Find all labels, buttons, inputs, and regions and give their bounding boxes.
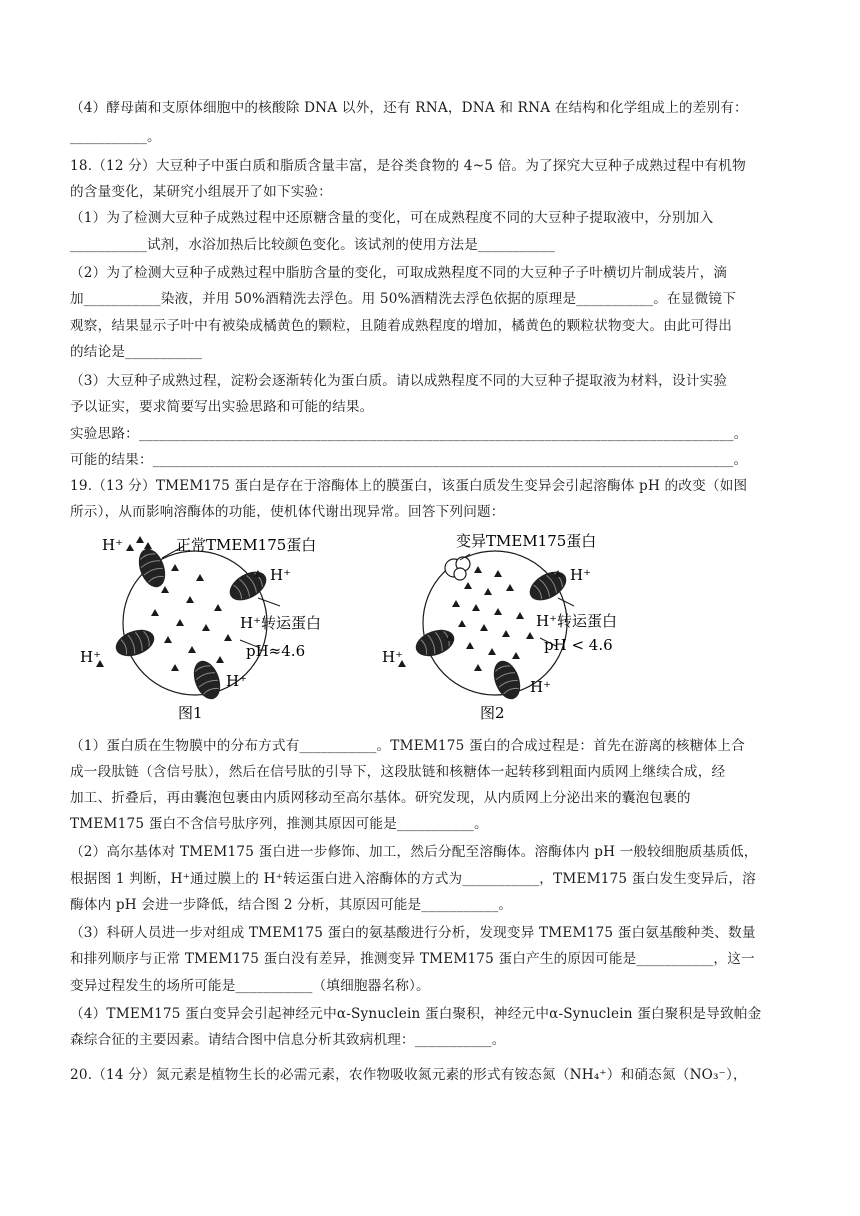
text-line: （4）TMEM175 蛋白变异会引起神经元中α-Synuclein 蛋白聚积，神经元中α-Synuclein 蛋白聚积是导致帕金	[70, 1006, 762, 1022]
text-line: 变异过程发生的场所可能是___________（填细胞器名称）。	[70, 978, 430, 994]
answer-line-idea: 实验思路：_____________________________________________________________________________________。	[70, 426, 748, 442]
question-19-heading: 19.（13 分）TMEM175 蛋白是存在于溶酶体上的膜蛋白，该蛋白质发生变异会引起溶酶体 pH 的改变（如图	[70, 478, 748, 494]
text-line: 加___________染液，并用 50%酒精洗去浮色。用 50%酒精洗去浮色依据的原理是___________。在显微镜下	[70, 291, 736, 307]
fig1-h-right: H⁺	[270, 566, 291, 584]
text-line: 根据图 1 判断，H⁺通过膜上的 H⁺转运蛋白进入溶酶体的方式为___________，TMEM175 蛋白发生变异后，溶	[70, 871, 756, 887]
text-line: （3）大豆种子成熟过程，淀粉会逐渐转化为蛋白质。请以成熟程度不同的大豆种子提取液为材料，设计实验	[70, 373, 728, 389]
fig1-h-left: H⁺	[80, 648, 101, 666]
fig2-transporter-label: H⁺转运蛋白	[536, 612, 617, 630]
text-line: （2）为了检测大豆种子成熟过程中脂肪含量的变化，可取成熟程度不同的大豆种子子叶横切片制成装片，滴	[70, 265, 728, 281]
fig1-h-bottom: H⁺	[226, 672, 247, 690]
fig1-transporter-label: H⁺转运蛋白	[240, 614, 321, 632]
text-line: 予以证实，要求简要写出实验思路和可能的结果。	[70, 399, 374, 415]
text-line: 加工、折叠后，再由囊泡包裹由内质网移动至高尔基体。研究发现，从内质网上分泌出来的囊泡包裹的	[70, 790, 691, 806]
text-line: （1）蛋白质在生物膜中的分布方式有___________。TMEM175 蛋白的合成过程是：首先在游离的核糖体上合	[70, 738, 745, 754]
fig1-title: 正常TMEM175蛋白	[176, 536, 317, 554]
text-line: 的含量变化，某研究小组展开了如下实验：	[70, 184, 333, 200]
figure-2	[382, 532, 617, 722]
text-line: 酶体内 pH 会进一步降低，结合图 2 分析，其原因可能是___________。	[70, 897, 513, 913]
text-line: 所示），从而影响溶酶体的功能，使机体代谢出现异常。回答下列问题：	[70, 504, 505, 520]
text-line: TMEM175 蛋白不含信号肽序列，推测其原因可能是___________。	[70, 816, 488, 832]
text-line: 的结论是___________	[70, 344, 203, 360]
text-line: （1）为了检测大豆种子成熟过程中还原糖含量的变化，可在成熟程度不同的大豆种子提取液中，分别加入	[70, 210, 714, 226]
figure-1	[80, 536, 321, 722]
lysosome-figure	[80, 528, 680, 728]
answer-line-result: 可能的结果：___________________________________________________________________________________。	[70, 452, 748, 468]
text-line: （4）酵母菌和支原体细胞中的核酸除 DNA 以外，还有 RNA，DNA 和 RNA 在结构和化学组成上的差别有：	[70, 100, 748, 116]
fig2-h-left: H⁺	[382, 648, 403, 666]
fig2-ph-label: pH < 4.6	[544, 636, 613, 654]
text-line: （2）高尔基体对 TMEM175 蛋白进一步修饰、加工，然后分配至溶酶体。溶酶体内 pH 一般较细胞质基质低，	[70, 844, 758, 860]
fig1-ph-label: pH≈4.6	[246, 642, 306, 660]
fig2-title: 变异TMEM175蛋白	[456, 532, 597, 550]
fig2-caption: 图2	[480, 704, 505, 722]
fig2-h-right: H⁺	[570, 566, 591, 584]
fig2-h-bottom: H⁺	[530, 678, 551, 696]
text-line: ___________。	[70, 129, 161, 145]
text-line: 观察，结果显示子叶中有被染成橘黄色的颗粒，且随着成熟程度的增加，橘黄色的颗粒状物变大。由此可得出	[70, 318, 733, 334]
question-20-heading: 20.（14 分）氮元素是植物生长的必需元素，农作物吸收氮元素的形式有铵态氮（NH₄⁺）和硝态氮（NO₃⁻），	[70, 1067, 747, 1083]
text-line: 森综合征的主要因素。请结合图中信息分析其致病机理：___________。	[70, 1032, 506, 1048]
text-line: 成一段肽链（含信号肽），然后在信号肽的引导下，这段肽链和核糖体一起转移到粗面内质网上继续合成，经	[70, 764, 726, 780]
text-line: 和排列顺序与正常 TMEM175 蛋白没有差异，推测变异 TMEM175 蛋白产生的原因可能是___________，这一	[70, 951, 755, 967]
fig1-h-top-left: H⁺	[102, 536, 123, 554]
text-line: ___________试剂，水浴加热后比较颜色变化。该试剂的使用方法是___________	[70, 237, 555, 253]
fig1-caption: 图1	[178, 704, 203, 722]
question-18-heading: 18.（12 分）大豆种子中蛋白质和脂质含量丰富，是谷类食物的 4~5 倍。为了探究大豆种子成熟过程中有机物	[70, 158, 746, 174]
text-line: （3）科研人员进一步对组成 TMEM175 蛋白的氨基酸进行分析，发现变异 TMEM175 蛋白氨基酸种类、数量	[70, 925, 756, 941]
